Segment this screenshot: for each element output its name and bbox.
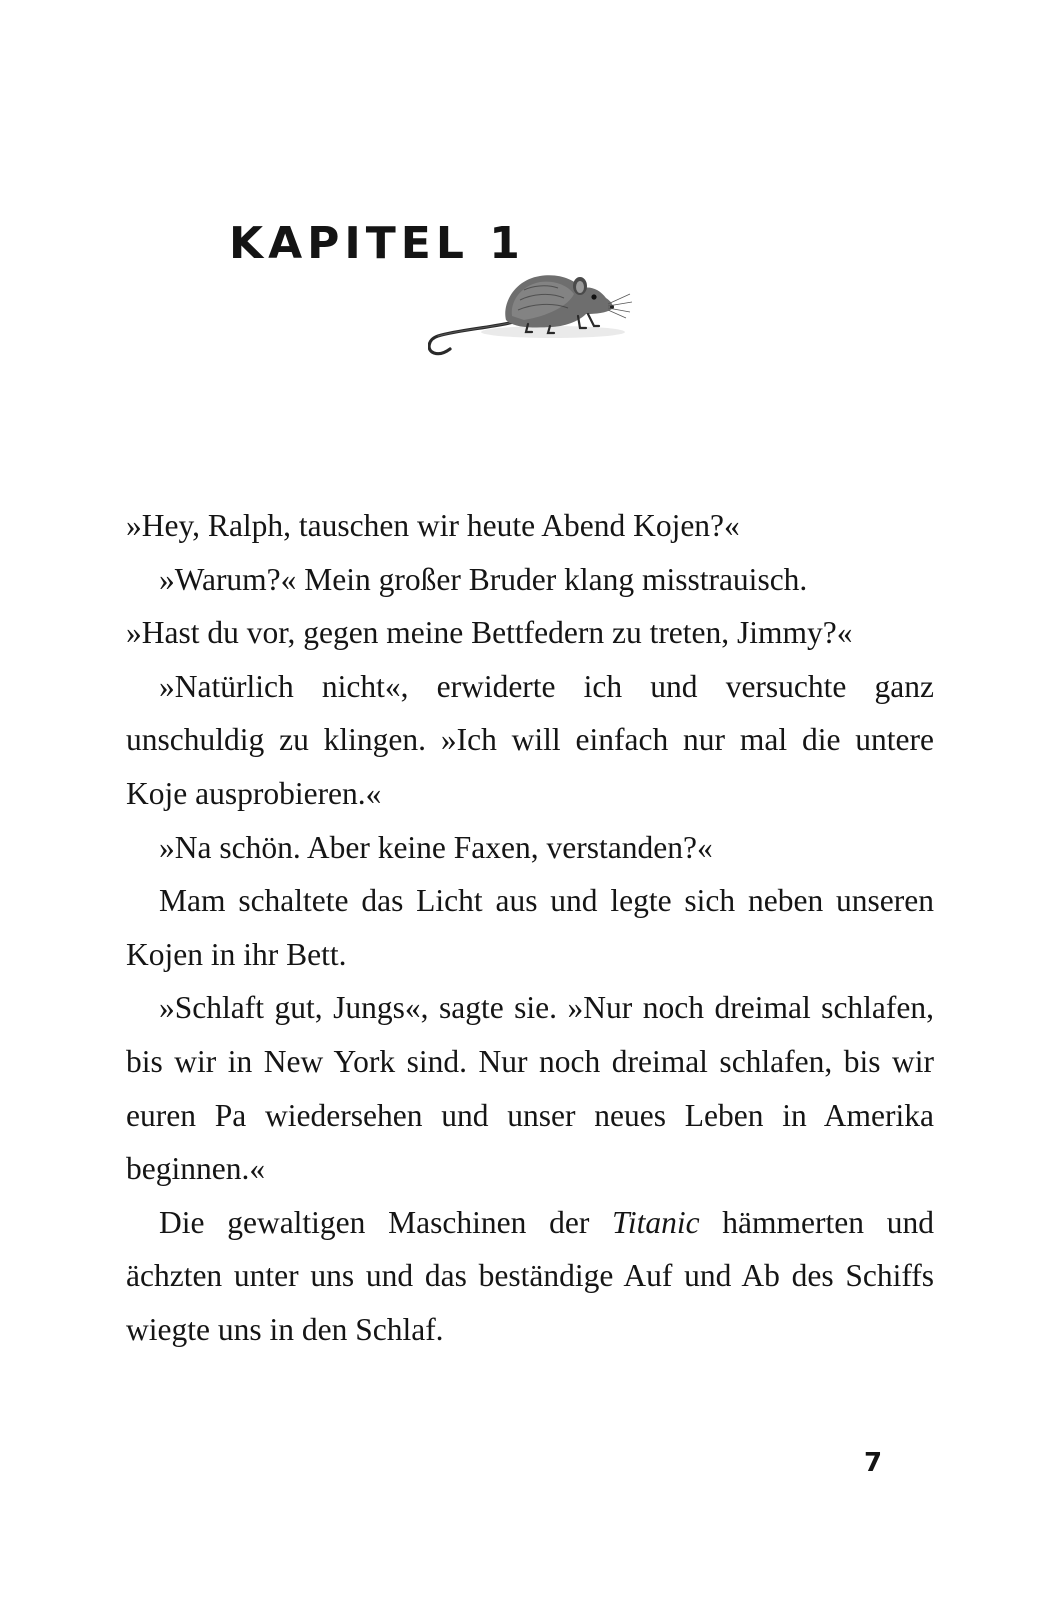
- paragraph: »Hey, Ralph, tauschen wir heute Abend Kojen?«: [126, 508, 740, 543]
- paragraph: »Hast du vor, gegen meine Bettfedern zu treten, Jimmy?«: [126, 615, 853, 651]
- ship-name: Titanic: [612, 1204, 700, 1240]
- paragraph: »Schlaft gut, Jungs«, sagte sie. »Nur noch dreimal schlafen, bis wir in New York sind. Nur noch dreimal schlafen, bis wir euren Pa wiedersehen und unser neues Leben in Amerika beginnen.«: [126, 990, 934, 1187]
- paragraph: »Warum?« Mein großer Bruder klang misstrauisch.: [159, 561, 808, 597]
- paragraph: »Na schön. Aber keine Faxen, verstanden?«: [159, 829, 713, 865]
- paragraph: Die gewaltigen Maschinen der Titanic hämmerten und ächzten unter uns und das beständige Auf und Ab des Schiffs wiegte uns in den Schlaf.: [126, 1204, 934, 1347]
- chapter-title: KAPITEL 1: [229, 218, 525, 269]
- mouse-tail: [429, 322, 514, 354]
- chapter-text: [126, 499, 934, 1357]
- mouse-eye: [591, 294, 596, 299]
- mouse-illustration: [428, 270, 638, 370]
- paragraph: Mam schaltete das Licht aus und legte sich neben unseren Kojen in ihr Bett.: [126, 883, 934, 972]
- page-number: 7: [863, 1448, 883, 1478]
- paragraph: »Natürlich nicht«, erwiderte ich und versuchte ganz unschuldig zu klingen. »Ich will einfach nur mal die untere Koje ausprobieren.«: [126, 668, 934, 811]
